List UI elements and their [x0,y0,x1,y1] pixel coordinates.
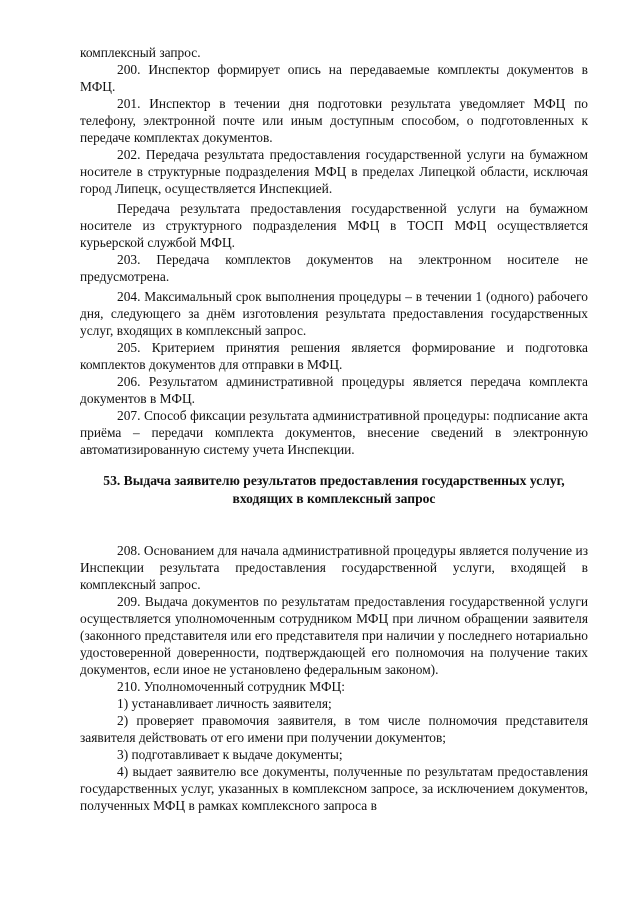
paragraph-202-continued: Передача результата предоставления государственной услуги на бумажном носителе из структурного подразделения МФЦ в ТОСП МФЦ осуществляется курьерской службой МФЦ. [80,201,588,250]
paragraph-206: 206. Результатом административной процедуры является передача комплекта документов в МФЦ. [80,374,588,406]
section-spacer [80,508,588,542]
paragraph-205: 205. Критерием принятия решения является формирование и подготовка комплектов документов для отправки в МФЦ. [80,340,588,372]
paragraph-203: 203. Передача комплектов документов на электронном носителе не предусмотрена. [80,252,588,284]
paragraph-continuation: комплексный запрос. [80,45,201,60]
paragraph-209: 209. Выдача документов по результатам предоставления государственной услуги осуществляется уполномоченным сотрудником МФЦ при личном обращении заявителя (законного представителя или его представителя при наличии у последнего нотариально удостоверенной доверенности, подтверждающей его полномочия на получение таких документов, если иное не установлено федеральным законом). [80,594,588,677]
paragraph-207: 207. Способ фиксации результата административной процедуры: подписание акта приёма – передачи комплекта документов, внесение сведений в электронную автоматизированную систему учета Инспекции. [80,408,588,457]
section-heading-53: 53. Выдача заявителю результатов предоставления государственных услуг, входящих в комплексный запрос [103,473,565,506]
list-item-4: 4) выдает заявителю все документы, полученные по результатам предоставления государственных услуг, указанных в комплексном запросе, за исключением документов, полученных МФЦ в рамках комплексного запроса в [80,764,588,813]
list-item-3: 3) подготавливает к выдаче документы; [117,747,343,762]
list-item-2: 2) проверяет правомочия заявителя, в том числе полномочия представителя заявителя действовать от его имени при получении документов; [80,713,588,745]
paragraph-200: 200. Инспектор формирует опись на передаваемые комплекты документов в МФЦ. [80,62,588,94]
paragraph-210: 210. Уполномоченный сотрудник МФЦ: [117,679,345,694]
paragraph-201: 201. Инспектор в течении дня подготовки результата уведомляет МФЦ по телефону, электронной почте или иным доступным способом, о подготовленных к передаче комплектах документов. [80,96,588,145]
list-item-1: 1) устанавливает личность заявителя; [117,696,332,711]
paragraph-208: 208. Основанием для начала административной процедуры является получение из Инспекции результата предоставления государственной услуги, входящей в комплексный запрос. [80,543,588,592]
paragraph-204: 204. Максимальный срок выполнения процедуры – в течении 1 (одного) рабочего дня, следующего за днём изготовления результата предоставления государственных услуг, входящих в комплексный запрос. [80,289,588,338]
paragraph-202: 202. Передача результата предоставления государственной услуги на бумажном носителе в структурные подразделения МФЦ в пределах Липецкой области, исключая город Липецк, осуществляется Инспекцией. [80,147,588,196]
